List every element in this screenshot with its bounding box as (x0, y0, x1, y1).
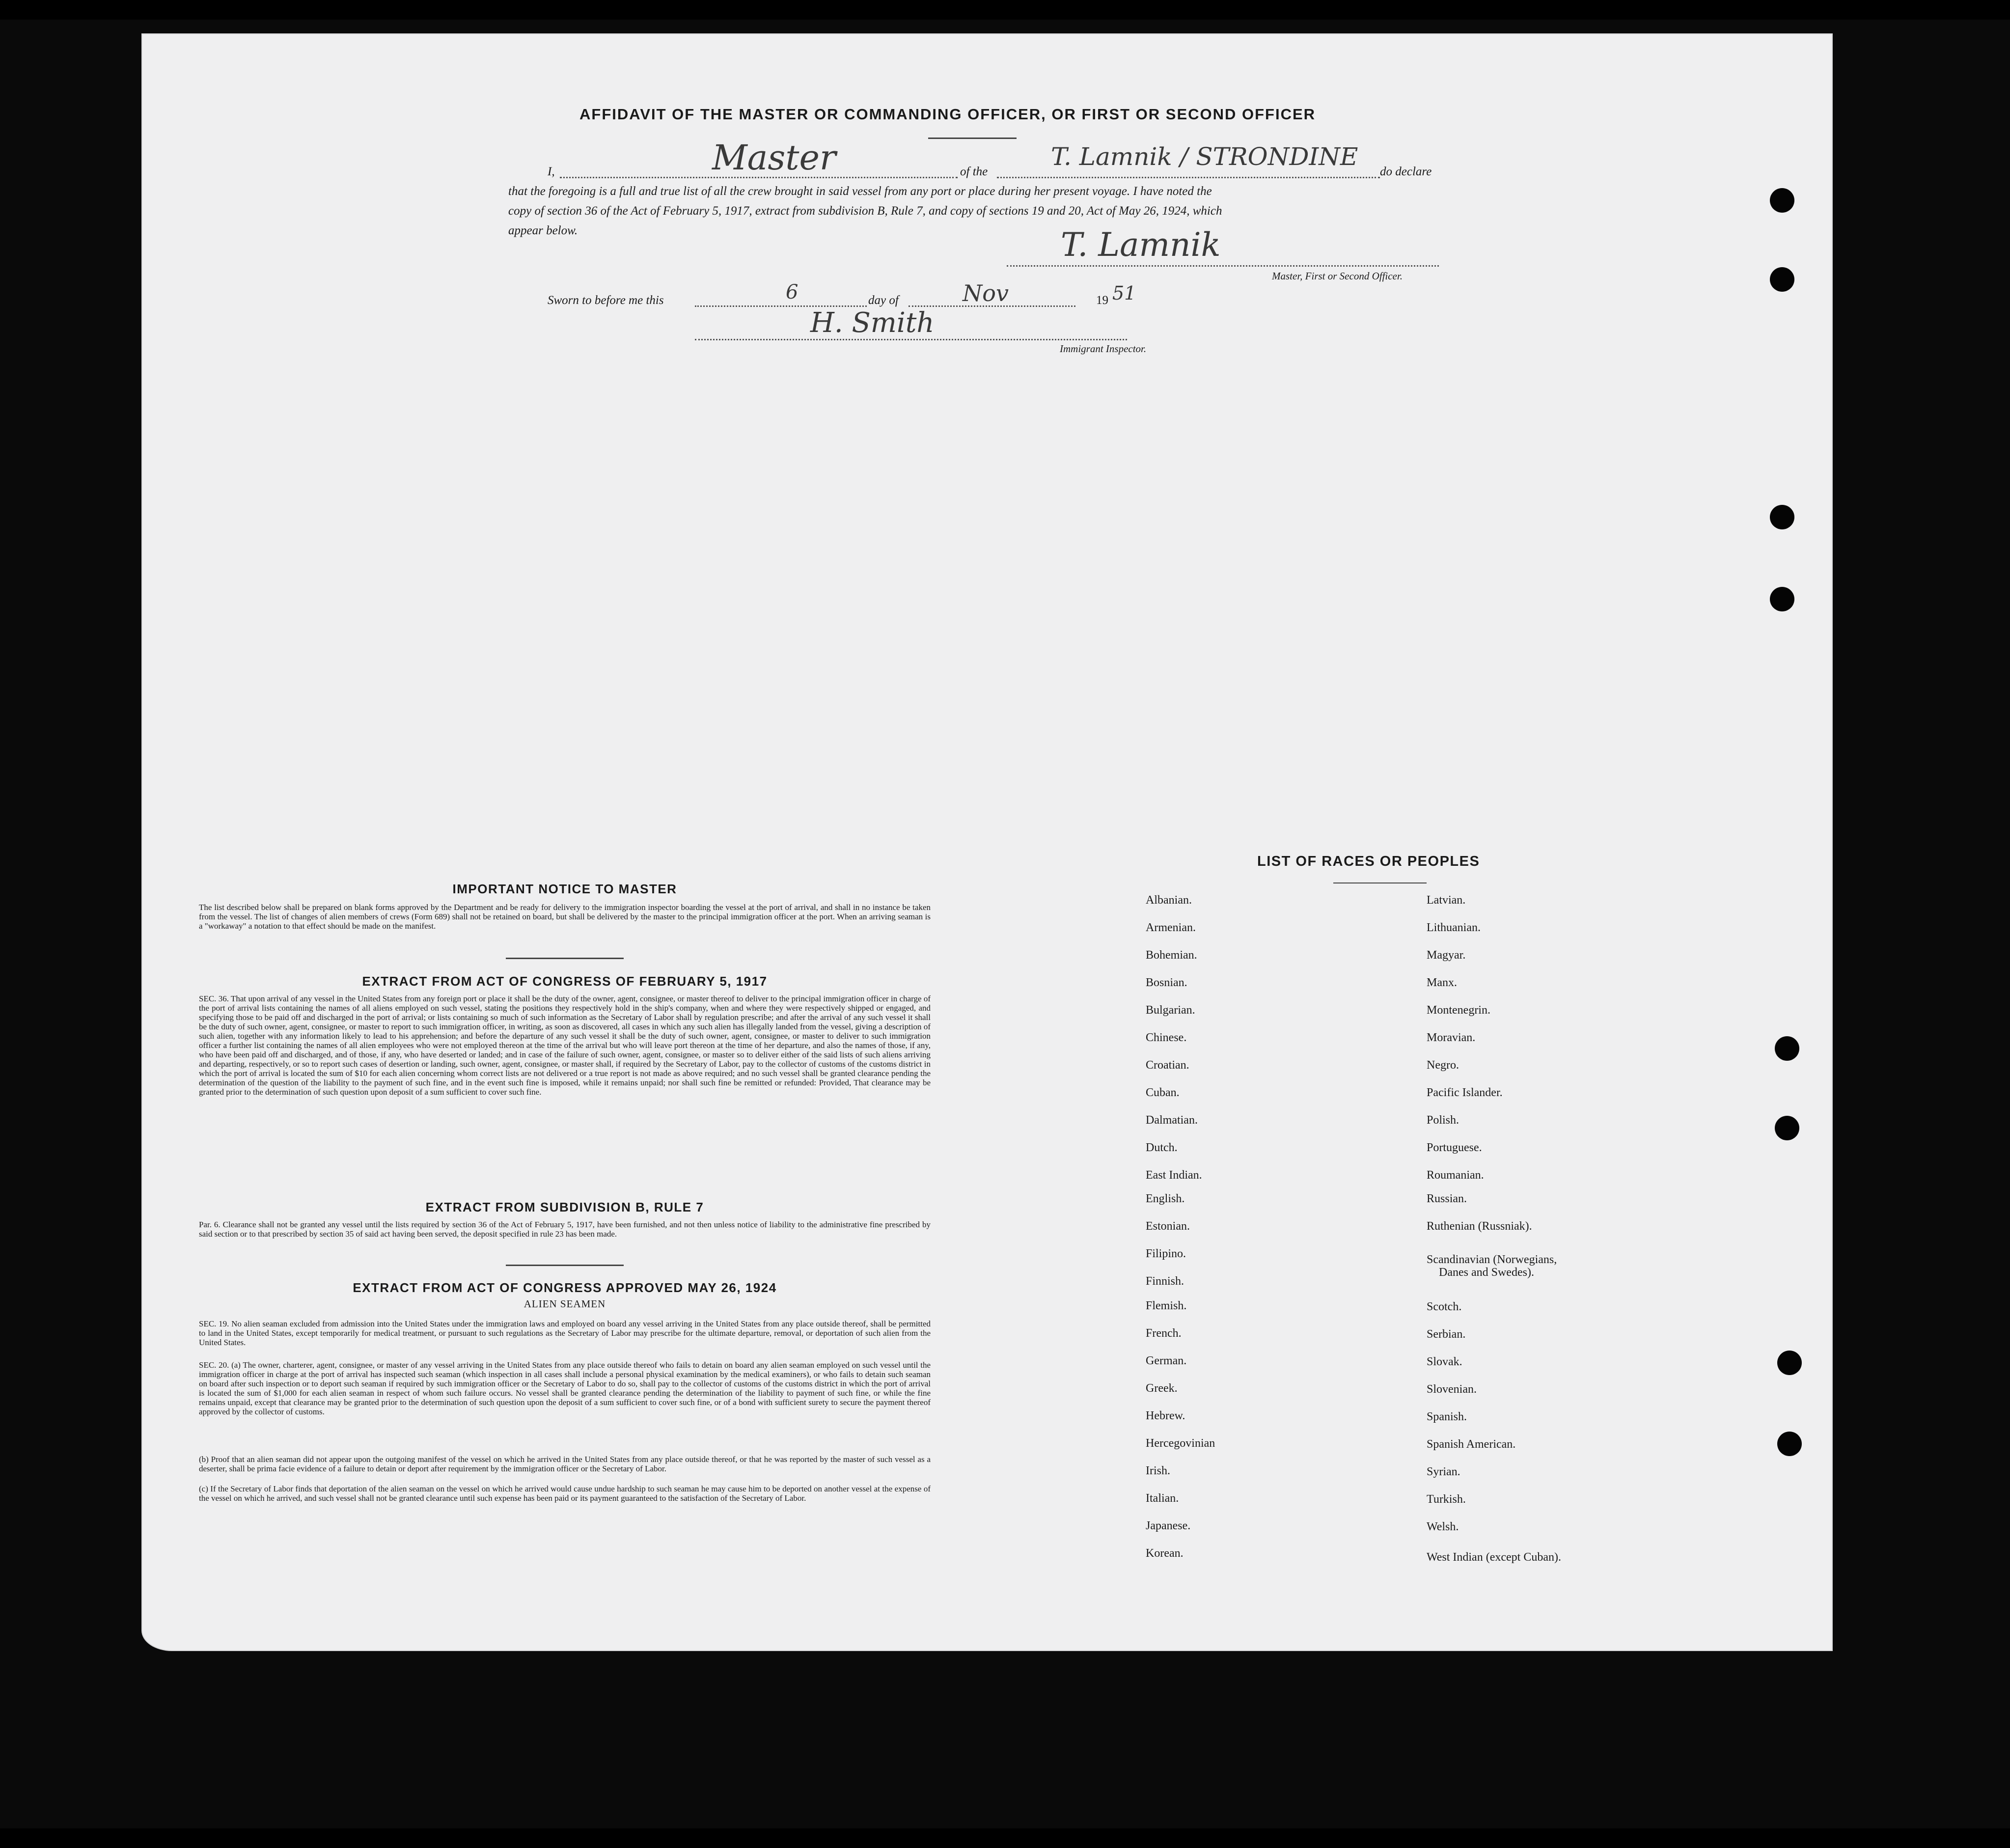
race-item: Dalmatian. (1146, 1114, 1198, 1127)
race-item: Welsh. (1427, 1520, 1459, 1533)
inspector-caption: Immigrant Inspector. (1060, 343, 1147, 355)
day-of-text: day of (868, 294, 899, 307)
race-item: German. (1146, 1354, 1187, 1367)
race-item: Manx. (1427, 976, 1457, 989)
race-item: Polish. (1427, 1114, 1459, 1127)
handwritten-day: 6 (786, 281, 798, 303)
race-item: Moravian. (1427, 1031, 1476, 1044)
handwritten-signature: T. Lamnik (1061, 226, 1221, 264)
extract-1924-sec20b: (b) Proof that an alien seaman did not appear upon the outgoing manifest of the vessel on which he arrived in the United States from any place outside thereof, or that he was reported by the master of such vessel as a deserter, shall be prima facie evidence of a failure to detain or deport after requirement by the immigration officer or the Secretary of Labor. (199, 1455, 931, 1473)
race-item: Bosnian. (1146, 976, 1187, 989)
affidavit-prefix: I, (548, 165, 555, 178)
extract-1924-sec19: SEC. 19. No alien seaman excluded from admission into the United States under the immigration laws and employed on board any vessel arriving in the United States from any place outside thereof, shall be permitted to land in the United States, except temporarily for medical treatment, or pursuant to such regulations as the Secretary of Labor may prescribe for the ultimate departure, removal, or deportation of such alien from the United States. (199, 1319, 931, 1347)
race-item: Portuguese. (1427, 1141, 1482, 1154)
race-item: Spanish American. (1427, 1438, 1516, 1451)
race-item: East Indian. (1146, 1169, 1202, 1182)
race-item: Hebrew. (1146, 1409, 1185, 1422)
extract-rule7-body: Par. 6. Clearance shall not be granted any vessel until the lists required by section 36 of the Act of February 5, 1917, have been furnished, and not then unless notice of liability to the administrative fine prescribed by said section or to that prescribed by section 35 of said act having been served, the deposit specified in rule 23 has been made. (199, 1220, 931, 1239)
race-item: Serbian. (1427, 1328, 1466, 1341)
extract-1917-title: EXTRACT FROM ACT OF CONGRESS OF FEBRUARY 5, 1917 (362, 974, 768, 989)
handwritten-rank: Master (712, 138, 836, 178)
race-item: Japanese. (1146, 1519, 1191, 1532)
affidavit-line-1: that the foregoing is a full and true list of all the crew brought in said vessel from any port or place during her present voyage. I have noted the (508, 185, 1212, 198)
race-item: Latvian. (1427, 894, 1466, 907)
race-item: Flemish. (1146, 1299, 1187, 1312)
race-item: Scandinavian (Norwegians, (1427, 1253, 1557, 1266)
race-item: Russian. (1427, 1192, 1467, 1205)
page-fold (521, 1606, 1832, 1635)
punch-hole (1777, 1432, 1802, 1456)
race-item: Pacific Islander. (1427, 1086, 1503, 1099)
race-item: Ruthenian (Russniak). (1427, 1220, 1532, 1233)
handwritten-month: Nov (963, 280, 1009, 306)
race-item: Bulgarian. (1146, 1004, 1195, 1017)
title-divider (928, 138, 1017, 139)
punch-hole (1770, 587, 1794, 611)
extract-1924-title: EXTRACT FROM ACT OF CONGRESS APPROVED MAY 26, 1924 (353, 1280, 777, 1295)
handwritten-vessel: T. Lamnik / STRONDINE (1051, 142, 1358, 171)
race-item: Cuban. (1146, 1086, 1180, 1099)
divider (506, 1265, 624, 1266)
scan-top-border (0, 0, 2010, 20)
race-item: West Indian (except Cuban). (1427, 1551, 1561, 1564)
punch-hole (1770, 267, 1794, 292)
race-item: Albanian. (1146, 894, 1192, 907)
race-item: Finnish. (1146, 1275, 1184, 1288)
race-item: Montenegrin. (1427, 1004, 1490, 1017)
race-item: Bohemian. (1146, 949, 1197, 962)
signature-line (1007, 265, 1439, 267)
race-item: Negro. (1427, 1059, 1459, 1072)
race-item: Slovenian. (1427, 1383, 1477, 1396)
race-item: Scotch. (1427, 1300, 1462, 1313)
affidavit-of-the: of the (960, 165, 988, 178)
divider (506, 958, 624, 959)
race-item: Hercegovinian (1146, 1437, 1215, 1450)
extract-rule7-title: EXTRACT FROM SUBDIVISION B, RULE 7 (425, 1200, 704, 1214)
race-item: Estonian. (1146, 1220, 1190, 1233)
sworn-text: Sworn to before me this (548, 294, 664, 307)
punch-hole (1775, 1036, 1799, 1061)
extract-1924-sec20c: (c) If the Secretary of Labor finds that deportation of the alien seaman on the vessel on which he arrived would cause undue hardship to such seaman he may cause him to be deported on another vessel at the expense of the vessel on which he arrived, and such vessel shall not be granted clearance until such expense has been paid or its payment guaranteed to the satisfaction of the Secretary of Labor. (199, 1484, 931, 1503)
race-item: Syrian. (1427, 1465, 1460, 1478)
handwritten-inspector: H. Smith (810, 307, 935, 339)
extract-1917-body: SEC. 36. That upon arrival of any vessel in the United States from any foreign port or place it shall be the duty of the owner, agent, consignee, or master thereof to deliver to the principal immigration officer in charge of the port of arrival lists containing the names of all aliens employed on such vessel, stating the positions they respectively hold in the ship's company, when and where they were respectively shipped or engaged, and specifying those to be paid off and discharged in the port of arrival; or lists containing so much of such information as the Secretary of Labor shall by regulation prescribe; and after the arrival of any such vessel it shall be the duty of such owner, agent, consignee, or master to report to such immigration officer, in writing, as soon as discovered, all cases in which any such alien has illegally landed from the vessel, giving a description of such alien, together with any information likely to lead to his apprehension; and before the departure of any such vessel it shall be the duty of such owner, agent, consignee, or master to deliver to such immigration officer a further list containing the names of all alien employees who were not employed thereon at the time of the arrival but who will leave port thereon at the time of her departure, and also the names of those, if any, who have been paid off and discharged, and of those, if any, who have deserted or landed; and in case of the failure of such owner, agent, consignee, or master so to deliver either of the said lists of such aliens arriving and departing, respectively, or so to report such cases of desertion or landing, such owner, agent, consignee, or master shall, if required by the Secretary of Labor, pay to the collector of customs of the customs district in which the port of arrival is located the sum of $10 for each alien concerning whom correct lists are not delivered or a true report is not made as above required; and no such vessel shall be granted clearance pending the determination of the question of the liability to the payment of such fine, and in the event such fine is imposed, while it remains unpaid; nor shall such fine be remitted or refunded: Provided, That clearance may be granted prior to the determination of such question upon deposit of a sum sufficient to cover such fine. (199, 994, 931, 1097)
punch-hole (1775, 1116, 1799, 1140)
races-title: LIST OF RACES OR PEOPLES (1257, 854, 1480, 869)
year-prefix: 19 (1096, 294, 1108, 307)
race-item: Dutch. (1146, 1141, 1178, 1154)
signature-caption: Master, First or Second Officer. (1272, 270, 1403, 282)
affidavit-title: AFFIDAVIT OF THE MASTER OR COMMANDING OFFICER, OR FIRST OR SECOND OFFICER (579, 106, 1316, 123)
race-item: English. (1146, 1192, 1185, 1205)
affidavit-do-declare: do declare (1380, 165, 1432, 178)
affidavit-line-3: appear below. (508, 224, 578, 237)
race-item: Chinese. (1146, 1031, 1187, 1044)
race-item: Turkish. (1427, 1493, 1466, 1506)
race-item: Filipino. (1146, 1247, 1186, 1260)
punch-hole (1777, 1351, 1802, 1375)
race-item: Greek. (1146, 1382, 1178, 1395)
vessel-blank (997, 177, 1380, 178)
extract-1924-sec20a: SEC. 20. (a) The owner, charterer, agent, consignee, or master of any vessel arriving in the United States from any place outside thereof who fails to detain on board any alien seaman employed on such vessel until the immigration officer in charge at the port of arrival has inspected such seaman (which inspection in all cases shall include a personal physical examination by the medical examiners), or who fails to detain such seaman on board after such inspection or to deport such seaman if required by such immigration officer or the Secretary of Labor to do so, shall pay to the collector of customs of the customs district in which the port of arrival is located the sum of $1,000 for each alien seaman in respect of whom such failure occurs. No vessel shall be granted clearance pending the determination of the liability to payment of such fine, or while the fine remains unpaid, except that clearance may be granted prior to the determination of such question upon the deposit of a sum sufficient to cover such fine, or of a bond with sufficient surety to secure the payment thereof approved by the collector of customs. (199, 1360, 931, 1416)
scan-bottom-border (0, 1828, 2010, 1848)
race-item: Armenian. (1146, 921, 1196, 934)
inspector-line (695, 339, 1127, 340)
notice-title: IMPORTANT NOTICE TO MASTER (452, 882, 677, 896)
race-item: French. (1146, 1327, 1182, 1340)
race-item: Croatian. (1146, 1059, 1189, 1072)
affidavit-line-2: copy of section 36 of the Act of February 5, 1917, extract from subdivision B, Rule 7, and copy of sections 19 and 20, Act of May 26, 1924, which (508, 204, 1222, 218)
extract-1924-subtitle: ALIEN SEAMEN (523, 1298, 606, 1310)
punch-hole (1770, 188, 1794, 213)
race-item: Magyar. (1427, 949, 1466, 962)
race-item: Korean. (1146, 1547, 1184, 1560)
race-item: Italian. (1146, 1492, 1179, 1505)
race-item: Irish. (1146, 1464, 1170, 1477)
race-item: Slovak. (1427, 1355, 1462, 1368)
notice-body: The list described below shall be prepared on blank forms approved by the Department and be ready for delivery to the immigration inspector boarding the vessel at the port of arrival, and shall in no instance be taken from the vessel. The list of changes of alien members of crews (Form 689) shall not be retained on board, but shall be delivered by the master to the principal immigration officer at the port. When an arriving seaman is a "workaway" a notation to that effect should be made on the manifest. (199, 903, 931, 931)
punch-hole (1770, 505, 1794, 529)
handwritten-year: 51 (1112, 282, 1136, 304)
race-item: Lithuanian. (1427, 921, 1481, 934)
race-item: Danes and Swedes). (1439, 1266, 1534, 1279)
race-item: Spanish. (1427, 1410, 1467, 1423)
race-item: Roumanian. (1427, 1169, 1484, 1182)
